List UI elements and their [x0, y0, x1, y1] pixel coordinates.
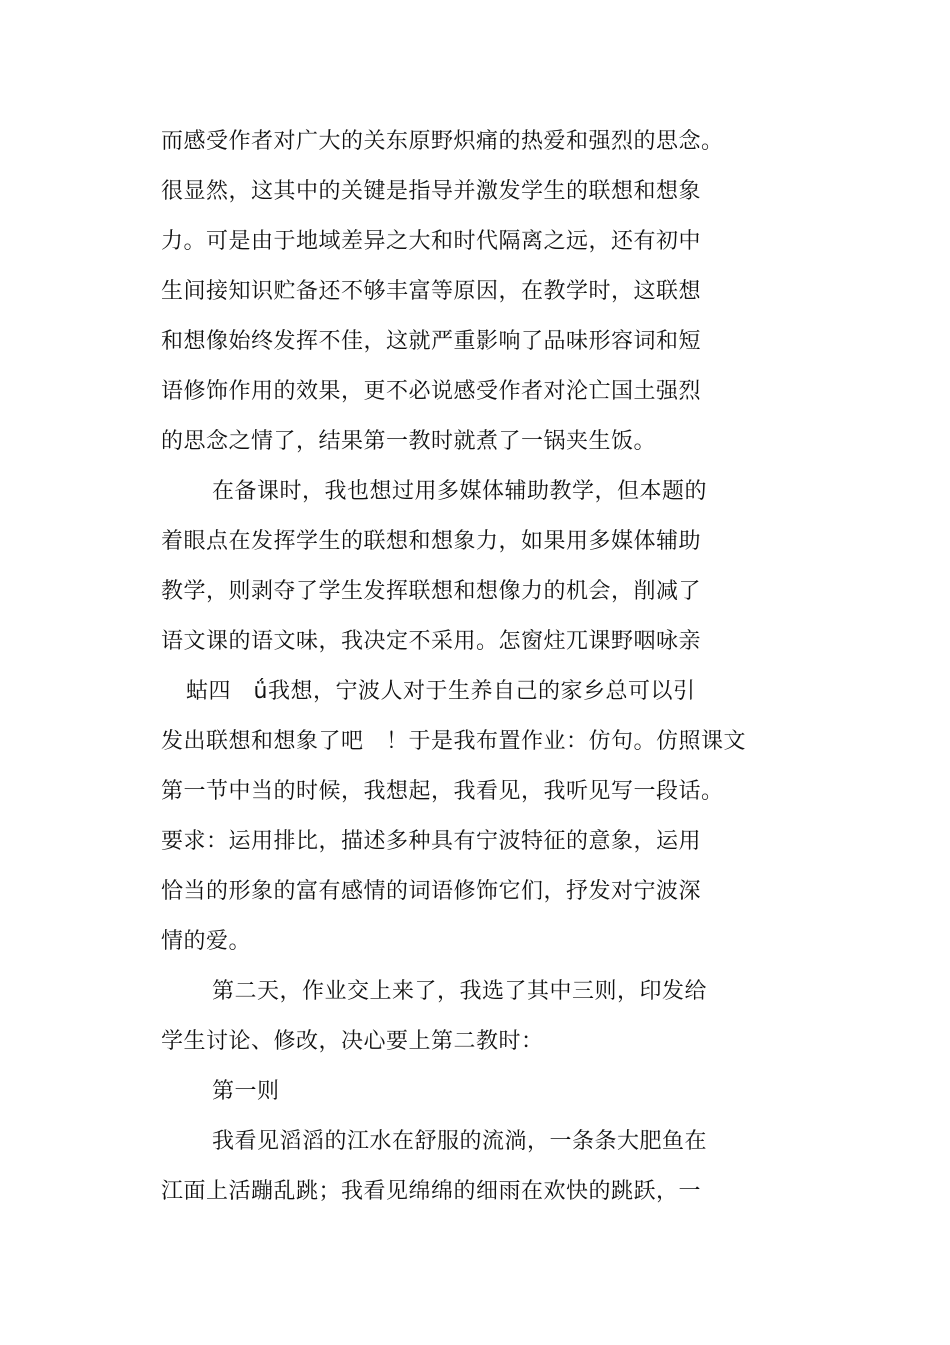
text-line: 教学，则剥夺了学生发挥联想和想像力的机会，削减了 — [161, 579, 702, 604]
paragraph-start-line: 我看见滔滔的江水在舒服的流淌，一条条大肥鱼在 — [212, 1129, 708, 1154]
text-line: 语修饰作用的效果，更不必说感受作者对沦亡国土强烈 — [161, 379, 702, 404]
text-line: 的思念之情了，结果第一教时就煮了一锅夹生饭。 — [161, 429, 657, 454]
text-line: 情的爱。 — [161, 929, 252, 954]
text-line: 第一节中当的时候，我想起，我看见，我听见写一段话。 — [161, 779, 724, 804]
text-line: 着眼点在发挥学生的联想和想象力，如果用多媒体辅助 — [161, 529, 702, 554]
text-line: 发出联想和想象了吧 ！于是我布置作业：仿句。仿照课文 — [161, 729, 747, 754]
text-line: 生间接知识贮备还不够丰富等原因，在教学时，这联想 — [161, 279, 702, 304]
paragraph-start-line: 第二天，作业交上来了，我选了其中三则，印发给 — [212, 979, 708, 1004]
section-heading: 第一则 — [212, 1079, 280, 1104]
text-line: 要求：运用排比，描述多种具有宁波特征的意象，运用 — [161, 829, 702, 854]
text-line: 恰当的形象的富有感情的词语修饰它们，抒发对宁波深 — [161, 879, 702, 904]
text-line: 很显然，这其中的关键是指导并激发学生的联想和想象 — [161, 179, 702, 204]
paragraph-start-line: 在备课时，我也想过用多媒体辅助教学，但本题的 — [212, 479, 708, 504]
text-line: 语文课的语文味，我决定不采用。怎窗炷兀课野咽咏亲 — [161, 629, 702, 654]
text-line: 江面上活蹦乱跳；我看见绵绵的细雨在欢快的跳跃，一 — [161, 1179, 702, 1204]
text-line: 和想像始终发挥不佳，这就严重影响了品味形容词和短 — [161, 329, 702, 354]
text-line: 而感受作者对广大的关东原野炽痛的热爱和强烈的思念。 — [161, 129, 724, 154]
text-line: 力。可是由于地域差异之大和时代隔离之远，还有初中 — [161, 229, 702, 254]
text-line: 学生讨论、修改，决心要上第二教时： — [161, 1029, 544, 1054]
text-line: 蛄四 ǘ我想，宁波人对于生养自己的家乡总可以引 — [186, 679, 696, 704]
